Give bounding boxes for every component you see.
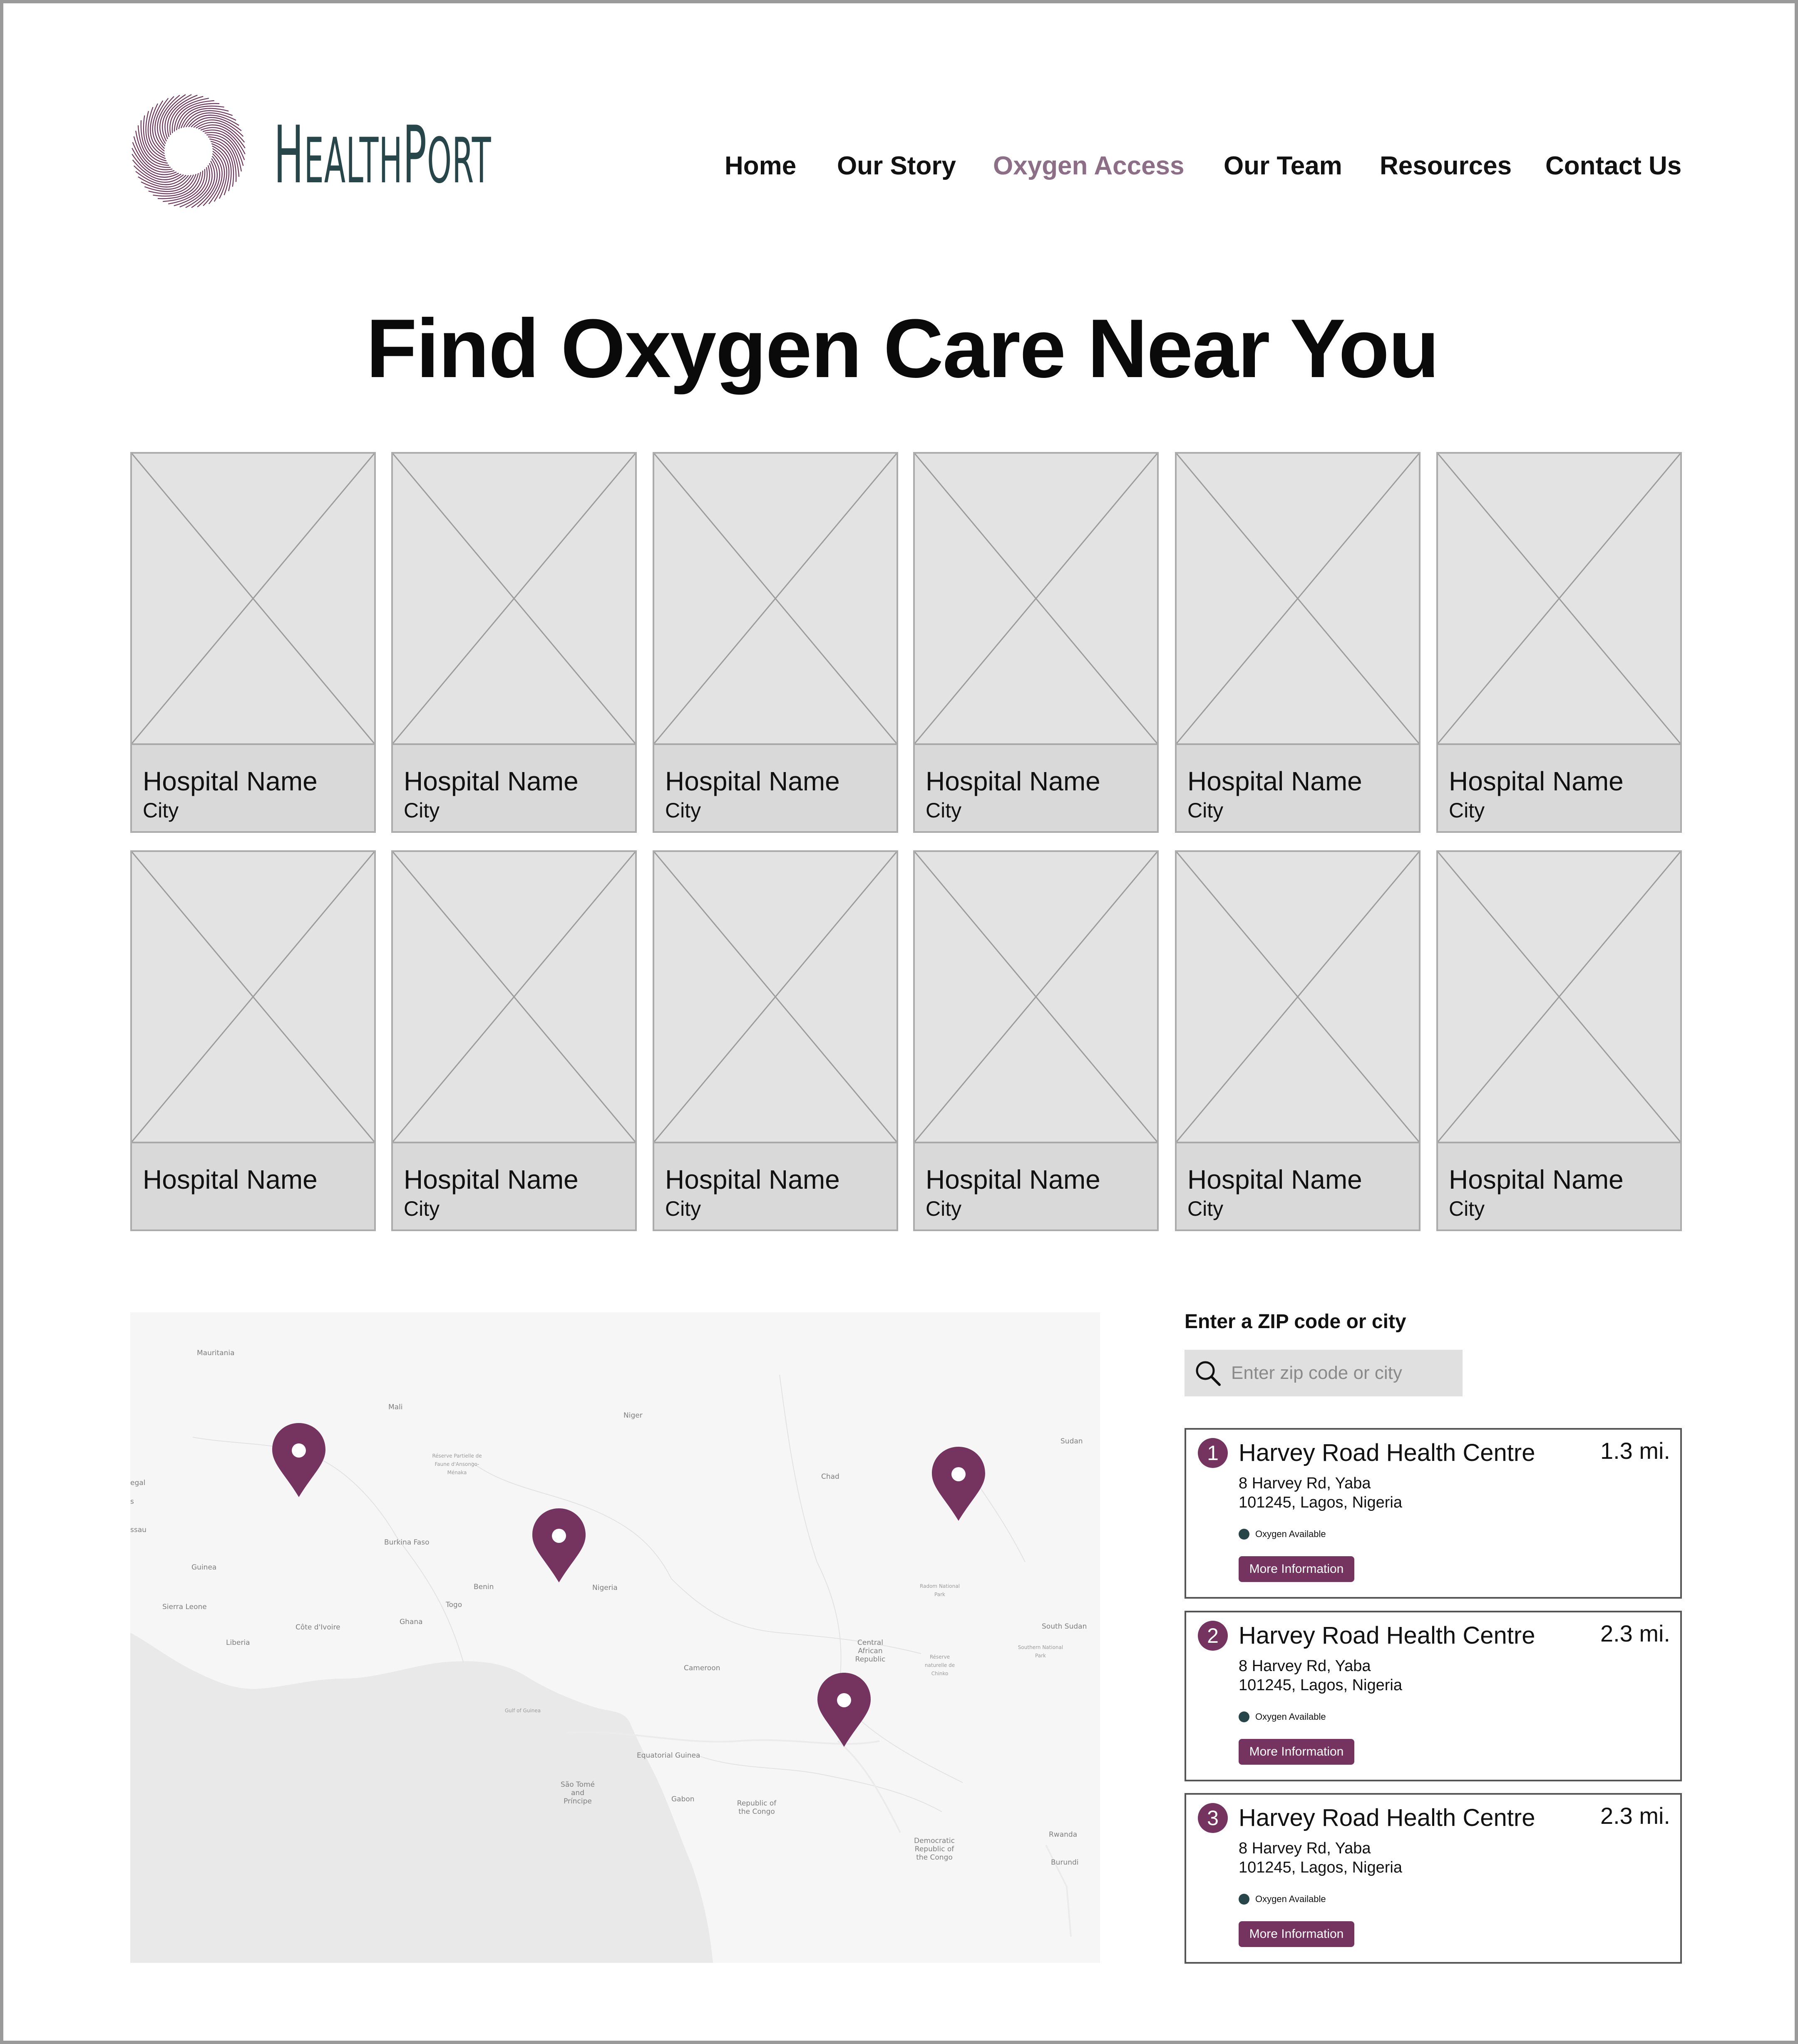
- result-address-line2: 101245, Lagos, Nigeria: [1239, 1859, 1402, 1876]
- image-placeholder: [915, 454, 1157, 745]
- result-distance: 2.3 mi.: [1600, 1803, 1670, 1829]
- hospital-card[interactable]: [1436, 850, 1682, 1231]
- map-label: Burundi: [1051, 1858, 1079, 1867]
- more-information-button[interactable]: More Information: [1239, 1921, 1354, 1947]
- hospital-city: City: [926, 799, 962, 822]
- result-address-line2: 101245, Lagos, Nigeria: [1239, 1676, 1402, 1694]
- map-base: [130, 1312, 1100, 1963]
- hospital-card[interactable]: [391, 850, 637, 1231]
- card-caption: [1177, 745, 1419, 831]
- image-placeholder-icon: [654, 852, 897, 1142]
- result-title[interactable]: Harvey Road Health Centre: [1239, 1622, 1535, 1649]
- search-label: Enter a ZIP code or city: [1185, 1311, 1406, 1333]
- card-caption: [393, 1143, 635, 1229]
- result-address-line1: 8 Harvey Rd, Yaba: [1239, 1657, 1371, 1675]
- map-label: Togo: [446, 1601, 462, 1609]
- card-caption: [393, 745, 635, 831]
- map-label: Nigeria: [592, 1584, 618, 1592]
- wordmark-ealth: EALTH: [304, 125, 403, 197]
- nav-contact-us[interactable]: Contact Us: [1545, 151, 1682, 180]
- map-small-label: Réserve Partielle de Faune d'Ansongo-Ménaka: [432, 1453, 482, 1475]
- image-placeholder-icon: [1177, 852, 1419, 1142]
- map-label: Mauritania: [197, 1349, 235, 1357]
- search-icon: [1194, 1359, 1222, 1387]
- map[interactable]: [130, 1312, 1100, 1963]
- result-card[interactable]: [1185, 1428, 1682, 1599]
- map-label: Niger: [623, 1411, 643, 1420]
- card-caption: [1438, 745, 1680, 831]
- wordmark-p: P: [402, 109, 427, 201]
- result-card[interactable]: [1185, 1793, 1682, 1964]
- hospital-name: Hospital Name: [926, 1165, 1100, 1195]
- map-pin-icon[interactable]: [815, 1670, 873, 1749]
- image-placeholder: [132, 454, 374, 745]
- image-placeholder: [393, 454, 635, 745]
- hospital-name: Hospital Name: [1449, 766, 1624, 796]
- status-dot-icon: [1239, 1529, 1249, 1540]
- oxygen-status: Oxygen Available: [1255, 1529, 1326, 1539]
- main-nav: [3, 151, 1798, 184]
- result-number-badge: 2: [1198, 1621, 1228, 1651]
- hospital-name: Hospital Name: [143, 766, 318, 796]
- hospital-name: Hospital Name: [1449, 1165, 1624, 1195]
- hospital-name: Hospital Name: [404, 1165, 579, 1195]
- hospital-card[interactable]: [130, 452, 376, 833]
- hospital-card[interactable]: [1175, 850, 1421, 1231]
- image-placeholder-icon: [1438, 852, 1680, 1142]
- result-distance: 2.3 mi.: [1600, 1620, 1670, 1647]
- map-label: egal: [130, 1479, 146, 1487]
- image-placeholder-icon: [915, 852, 1157, 1142]
- image-placeholder-icon: [1177, 454, 1419, 743]
- hospital-card[interactable]: [391, 452, 637, 833]
- card-caption: [1438, 1143, 1680, 1229]
- map-label: Rwanda: [1049, 1830, 1078, 1839]
- image-placeholder-icon: [1438, 454, 1680, 743]
- hospital-name: Hospital Name: [143, 1165, 318, 1195]
- map-label: Cameroon: [684, 1664, 720, 1672]
- hospital-card[interactable]: [653, 452, 898, 833]
- hospital-card[interactable]: [1436, 452, 1682, 833]
- hospital-card[interactable]: [130, 850, 376, 1231]
- image-placeholder-icon: [132, 454, 374, 743]
- hospital-name: Hospital Name: [1187, 766, 1362, 796]
- hospital-city: City: [1187, 799, 1224, 822]
- card-caption: [915, 745, 1157, 831]
- hospital-card[interactable]: [913, 452, 1159, 833]
- map-label: s: [130, 1498, 134, 1506]
- image-placeholder-icon: [393, 454, 635, 743]
- hospital-name: Hospital Name: [926, 766, 1100, 796]
- map-small-label: Gulf of Guinea: [504, 1708, 541, 1714]
- map-label: Equatorial Guinea: [637, 1751, 700, 1760]
- map-label: Liberia: [226, 1639, 250, 1647]
- image-placeholder: [1438, 852, 1680, 1143]
- map-small-label: Southern National Park: [1018, 1644, 1063, 1659]
- nav-oxygen-access[interactable]: Oxygen Access: [993, 151, 1185, 180]
- map-label: Central African Republic: [855, 1639, 886, 1664]
- search-box[interactable]: [1185, 1350, 1463, 1396]
- map-label: Burkina Faso: [384, 1538, 430, 1547]
- card-caption: [654, 745, 897, 831]
- result-number-badge: 1: [1198, 1438, 1228, 1468]
- image-placeholder: [132, 852, 374, 1143]
- image-placeholder: [915, 852, 1157, 1143]
- map-label: Chad: [821, 1473, 839, 1481]
- map-label: Mali: [388, 1403, 403, 1411]
- map-small-label: Réserve naturelle de Chinko: [924, 1654, 955, 1676]
- image-placeholder-icon: [393, 852, 635, 1142]
- hospital-card[interactable]: [1175, 452, 1421, 833]
- more-information-button[interactable]: More Information: [1239, 1739, 1354, 1765]
- oxygen-status: Oxygen Available: [1255, 1894, 1326, 1904]
- card-caption: [1177, 1143, 1419, 1229]
- result-address-line2: 101245, Lagos, Nigeria: [1239, 1494, 1402, 1511]
- image-placeholder-icon: [915, 454, 1157, 743]
- hospital-city: City: [1449, 799, 1485, 822]
- map-label: Sudan: [1060, 1437, 1083, 1445]
- map-label: South Sudan: [1042, 1622, 1087, 1631]
- image-placeholder: [393, 852, 635, 1143]
- result-card[interactable]: [1185, 1611, 1682, 1781]
- map-label: Guinea: [191, 1563, 217, 1572]
- map-label: Republic of the Congo: [737, 1799, 777, 1816]
- map-label: Ghana: [400, 1618, 423, 1626]
- map-pin-icon[interactable]: [530, 1506, 588, 1585]
- result-address-line1: 8 Harvey Rd, Yaba: [1239, 1840, 1371, 1857]
- image-placeholder: [1438, 454, 1680, 745]
- result-number-badge: 3: [1198, 1803, 1228, 1833]
- image-placeholder-icon: [132, 852, 374, 1142]
- hospital-city: City: [926, 1197, 962, 1220]
- map-label: Côte d'Ivoire: [296, 1623, 340, 1632]
- nav-home[interactable]: Home: [725, 151, 797, 180]
- map-pin-icon[interactable]: [270, 1421, 328, 1500]
- map-small-label: Radom National Park: [920, 1583, 960, 1597]
- card-caption: [915, 1143, 1157, 1229]
- map-label: Democratic Republic of the Congo: [914, 1837, 955, 1862]
- image-placeholder: [1177, 852, 1419, 1143]
- status-dot-icon: [1239, 1711, 1249, 1722]
- map-label: São Tomé and Príncipe: [561, 1781, 595, 1806]
- hospital-city: City: [404, 799, 440, 822]
- hospital-name: Hospital Name: [665, 766, 840, 796]
- hospital-city: City: [1449, 1197, 1485, 1220]
- page-title: Find Oxygen Care Near You: [366, 302, 1439, 395]
- map-label: Sierra Leone: [162, 1603, 207, 1611]
- card-caption: [132, 1143, 374, 1229]
- hospital-city: City: [665, 1197, 701, 1220]
- nav-our-story[interactable]: Our Story: [837, 151, 956, 180]
- image-placeholder: [654, 454, 897, 745]
- more-information-button[interactable]: More Information: [1239, 1556, 1354, 1582]
- nav-resources[interactable]: Resources: [1380, 151, 1512, 180]
- result-distance: 1.3 mi.: [1600, 1438, 1670, 1464]
- map-label: Benin: [474, 1583, 494, 1591]
- result-title[interactable]: Harvey Road Health Centre: [1239, 1804, 1535, 1831]
- hospital-name: Hospital Name: [404, 766, 579, 796]
- oxygen-status: Oxygen Available: [1255, 1711, 1326, 1722]
- result-title[interactable]: Harvey Road Health Centre: [1239, 1439, 1535, 1466]
- hospital-city: City: [665, 799, 701, 822]
- nav-our-team[interactable]: Our Team: [1224, 151, 1342, 180]
- map-label: Gabon: [671, 1795, 695, 1803]
- wordmark-h: H: [274, 109, 304, 201]
- image-placeholder-icon: [654, 454, 897, 743]
- status-dot-icon: [1239, 1894, 1249, 1905]
- hospital-city: City: [143, 799, 179, 822]
- image-placeholder: [654, 852, 897, 1143]
- card-caption: [654, 1143, 897, 1229]
- map-pin-icon[interactable]: [929, 1444, 988, 1523]
- result-address-line1: 8 Harvey Rd, Yaba: [1239, 1475, 1371, 1492]
- hospital-name: Hospital Name: [1187, 1165, 1362, 1195]
- hospital-city: City: [404, 1197, 440, 1220]
- card-caption: [132, 745, 374, 831]
- search-input[interactable]: [1231, 1358, 1456, 1388]
- hospital-card[interactable]: [653, 850, 898, 1231]
- image-placeholder: [1177, 454, 1419, 745]
- hospital-card[interactable]: [913, 850, 1159, 1231]
- wordmark-ort: ORT: [427, 125, 492, 197]
- map-label: ssau: [130, 1526, 147, 1534]
- hospital-name: Hospital Name: [665, 1165, 840, 1195]
- hospital-city: City: [1187, 1197, 1224, 1220]
